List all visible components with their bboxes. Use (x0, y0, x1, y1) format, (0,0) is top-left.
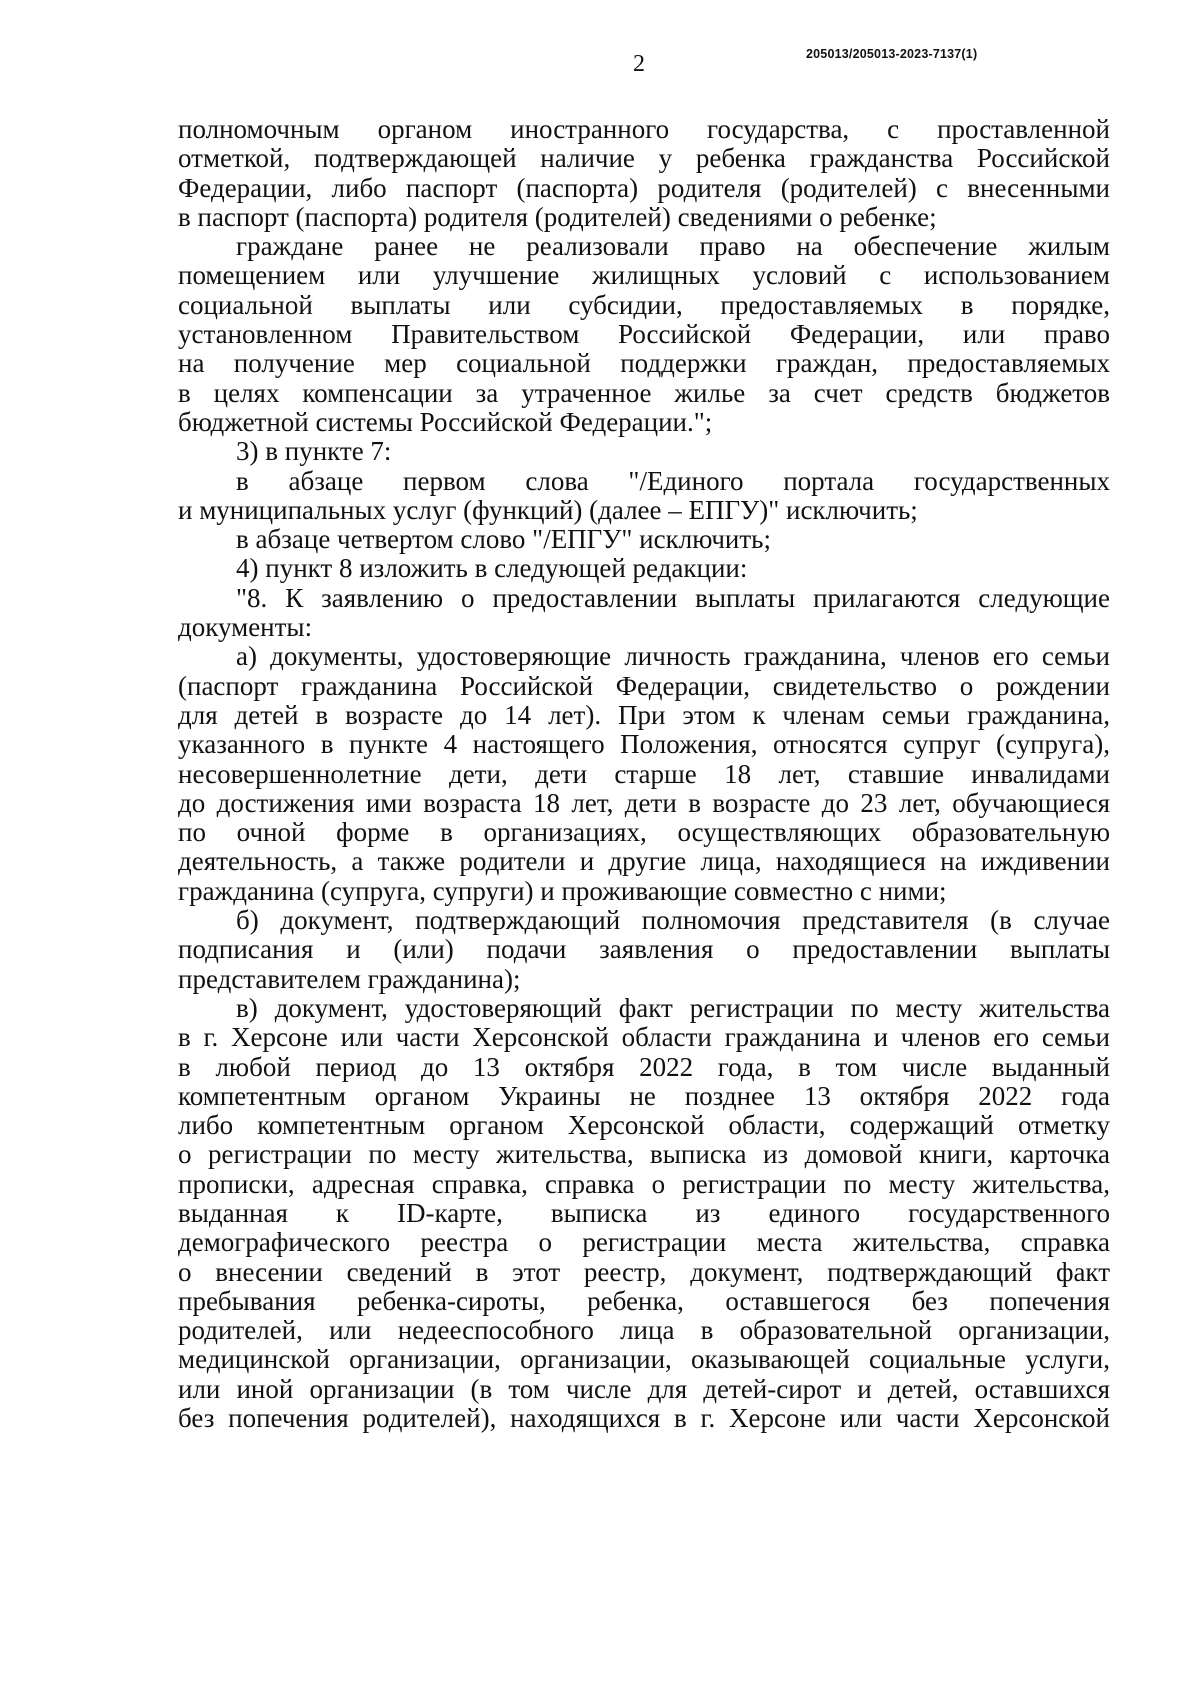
text-line: родителей, или недееспособного лица в образовательной организации, (178, 1316, 1110, 1346)
text-line: социальной выплаты или субсидии, предоставляемых в порядке, (178, 290, 1110, 320)
text-line: указанного в пункте 4 настоящего Положения, относятся супруг (супруга), (178, 730, 1110, 760)
text-line: о внесении сведений в этот реестр, документ, подтверждающий факт (178, 1257, 1110, 1287)
text-line: деятельность, а также родители и другие лица, находящиеся на иждивении (178, 847, 1110, 877)
text-line: а) документы, удостоверяющие личность гражданина, членов его семьи (236, 642, 1110, 672)
text-line: "8. К заявлению о предоставлении выплаты прилагаются следующие (236, 583, 1110, 613)
text-line: пребывания ребенка-сироты, ребенка, оставшегося без попечения (178, 1286, 1110, 1316)
text-line: демографического реестра о регистрации места жительства, справка (178, 1228, 1110, 1258)
text-line: установленном Правительством Российской Федерации, или право (178, 320, 1110, 350)
text-line: в г. Херсоне или части Херсонской области гражданина и членов его семьи (178, 1023, 1110, 1053)
text-line: и муниципальных услуг (функций) (далее – ЕПГУ)" исключить; (178, 495, 918, 525)
text-line: в) документ, удостоверяющий факт регистрации по месту жительства (236, 993, 1110, 1023)
page-number: 2 (633, 51, 645, 77)
text-line: гражданина (супруга, супруги) и проживающие совместно с ними; (178, 876, 947, 906)
text-line: на получение мер социальной поддержки граждан, предоставляемых (178, 349, 1110, 379)
text-line: по очной форме в организациях, осуществляющих образовательную (178, 818, 1110, 848)
text-line: б) документ, подтверждающий полномочия представителя (в случае (236, 906, 1110, 936)
text-line: представителем гражданина); (178, 964, 521, 994)
text-line: в паспорт (паспорта) родителя (родителей) сведениями о ребенке; (178, 202, 937, 232)
text-line: для детей в возрасте до 14 лет). При этом к членам семьи гражданина, (178, 700, 1110, 730)
text-line: отметкой, подтверждающей наличие у ребенка гражданства Российской (178, 144, 1110, 174)
text-line: в любой период до 13 октября 2022 года, в том числе выданный (178, 1052, 1110, 1082)
text-line: подписания и (или) подачи заявления о предоставлении выплаты (178, 935, 1110, 965)
text-line: в абзаце четвертом слово "/ЕПГУ" исключить; (236, 525, 771, 555)
text-line: 4) пункт 8 изложить в следующей редакции: (236, 554, 748, 584)
text-line: бюджетной системы Российской Федерации."; (178, 407, 713, 437)
text-line: в целях компенсации за утраченное жилье за счет средств бюджетов (178, 378, 1110, 408)
text-line: в абзаце первом слова "/Единого портала государственных (236, 466, 1110, 496)
document-body (178, 115, 1110, 1433)
text-line: Федерации, либо паспорт (паспорта) родителя (родителей) с внесенными (178, 173, 1110, 203)
text-line: или иной организации (в том числе для детей-сирот и детей, оставшихся (178, 1374, 1110, 1404)
text-line: до достижения ими возраста 18 лет, дети в возрасте до 23 лет, обучающиеся (178, 788, 1110, 818)
text-line: медицинской организации, организации, оказывающей социальные услуги, (178, 1345, 1110, 1375)
text-line: о регистрации по месту жительства, выписка из домовой книги, карточка (178, 1140, 1110, 1170)
text-line: без попечения родителей), находящихся в г. Херсоне или части Херсонской (178, 1404, 1110, 1434)
text-line: либо компетентным органом Херсонской области, содержащий отметку (178, 1111, 1110, 1141)
text-line: документы: (178, 613, 313, 643)
text-line: 3) в пункте 7: (236, 437, 392, 467)
text-line: компетентным органом Украины не позднее 13 октября 2022 года (178, 1081, 1110, 1111)
text-line: несовершеннолетние дети, дети старше 18 лет, ставшие инвалидами (178, 759, 1110, 789)
text-line: граждане ранее не реализовали право на обеспечение жилым (236, 232, 1110, 262)
text-line: (паспорт гражданина Российской Федерации, свидетельство о рождении (178, 671, 1110, 701)
text-line: прописки, адресная справка, справка о регистрации по месту жительства, (178, 1169, 1110, 1199)
text-line: выданная к ID-карте, выписка из единого государственного (178, 1198, 1110, 1228)
text-line: полномочным органом иностранного государства, с проставленной (178, 115, 1110, 144)
text-line: помещением или улучшение жилищных условий с использованием (178, 261, 1110, 291)
document-id: 205013/205013-2023-7137(1) (806, 47, 978, 61)
